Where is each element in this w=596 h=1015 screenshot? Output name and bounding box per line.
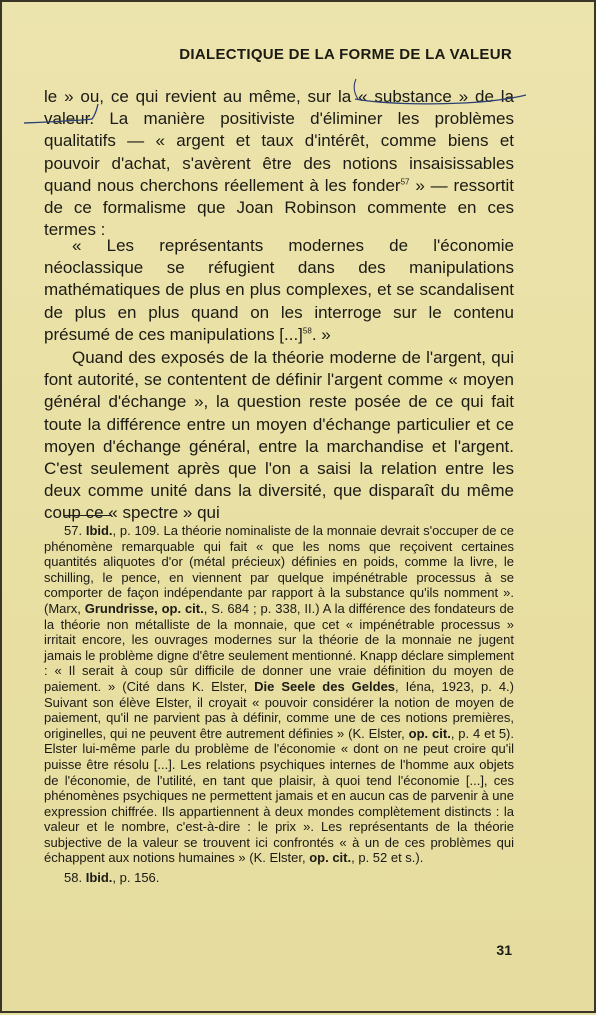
footnote-ref-57[interactable]: 57 [400,177,410,187]
running-header: DIALECTIQUE DE LA FORME DE LA VALEUR [179,46,512,63]
paragraph: Quand des exposés de la théorie moderne de l'argent, qui font autorité, se contentent de définir l'argent comme « moyen général d'échange », la question reste posée de ce qui fait toute la différence entre un moyen d'échange particulier et ce moyen d'échange général, entre la marchandise et l'argent. C'est seulement après que l'on a saisi la relation entre les deux comme unité dans la diversité, que disparaît du même coup ce « spectre » qui [44,348,514,523]
footnote-ref-58[interactable]: 58 [302,326,312,336]
footnote-divider [64,515,112,516]
footnote-text: , S. 684 ; p. 338, II.) A la différence des fondateurs de la théorie non métalliste de la monnaie, que cet « impénétrable processus » irritait encore, les ouvrages modernes sur la théorie de la monnaie ne jugent jamais le problème digne d'être seulement mentionné. Knapp déclare simplement : « Il serait à coup sûr difficile de donner une vraie définition du moyen de paiement. » (Cité dans K. Elster, [44,600,514,694]
bold-ref: Ibid. [85,523,113,538]
bold-ref: Die Seele des Geldes [254,678,396,694]
block-quote [44,235,514,346]
footnote-57 [44,523,514,866]
bold-ref: Ibid. [85,870,113,886]
footnote-58 [44,870,514,886]
footnotes [44,523,514,886]
quote-text [44,235,514,346]
footnote-text: , p. 156. [112,870,160,886]
footnote-text: , p. 109. La théorie nominaliste de la monnaie devrait s'occuper de ce phénomène remarquable qui fait « que les noms que reçoivent certaines quantités aliquotes d'or (métal précieux) définies en poids, comme la livre, le schilling, le pence, en viennent par quelque impénétrable processus à se comporter de façon indépendante par rapport à la substance qu'ils nomment ». (Marx, [44,523,514,616]
footnote-number: 57. [64,523,83,538]
paragraph-text-end: » — ressortit de ce formalisme que Joan Robinson commente en ces termes : [44,175,514,240]
footnote-text: , p. 52 et s.). [351,850,424,866]
quote-body: « Les représentants modernes de l'économie néoclassique se réfugient dans des manipulations mathématiques de plus en plus complexes, et se scandalisent de plus en plus quand on les interroge sur le contenu présumé de ces manipulations [...] [44,236,514,344]
quote-end: . » [311,324,331,344]
paragraph-text: le » ou, ce qui revient au même, sur la « substance » de la valeur. La manière positiviste d'éliminer les problèmes qualitatifs — « argent et taux d'intérêt, comme biens et pouvoir d'achat, s'avèrent être des notions insaisissables quand nous cherchons réellement à les fonder [44,87,514,195]
bold-ref: op. cit. [309,850,352,866]
paragraph-continuation [44,86,514,241]
footnote-number: 58. [64,870,83,886]
bold-ref: op. cit. [408,725,451,741]
bold-ref: Grundrisse, op. cit. [84,600,204,616]
footnote-text: , p. 4 et 5). Elster lui-même parle du problème de l'économie « dont on ne peut croire qu'il puisse être résolu [...]. Les relations psychiques internes de l'homme aux objets de l'économie, de l'utilité, en tant que plaisir, à quoi tend l'économie [...], ces phénomènes psychiques ne permettent jamais et en aucun cas de parvenir à une expression chiffrée. Ils appartiennent à deux mondes complètement distincts : la valeur et le nombre, c'est-à-dire : le prix ». Les représentants de la théorie subjective de la valeur se trouvent ici confrontés « à un de ces problèmes qui échappent aux notions humaines » (K. Elster, [44,725,514,866]
footnote-text: , Iéna, 1923, p. 4.) Suivant son élève Elster, il croyait « pouvoir considérer la notion de moyen de paiement, qu'il ne parvient pas à définir, comme une de ces notions premières, originelles, qui ne peuvent être autrement définies » (K. Elster, [44,678,514,741]
page-number: 31 [496,942,512,958]
